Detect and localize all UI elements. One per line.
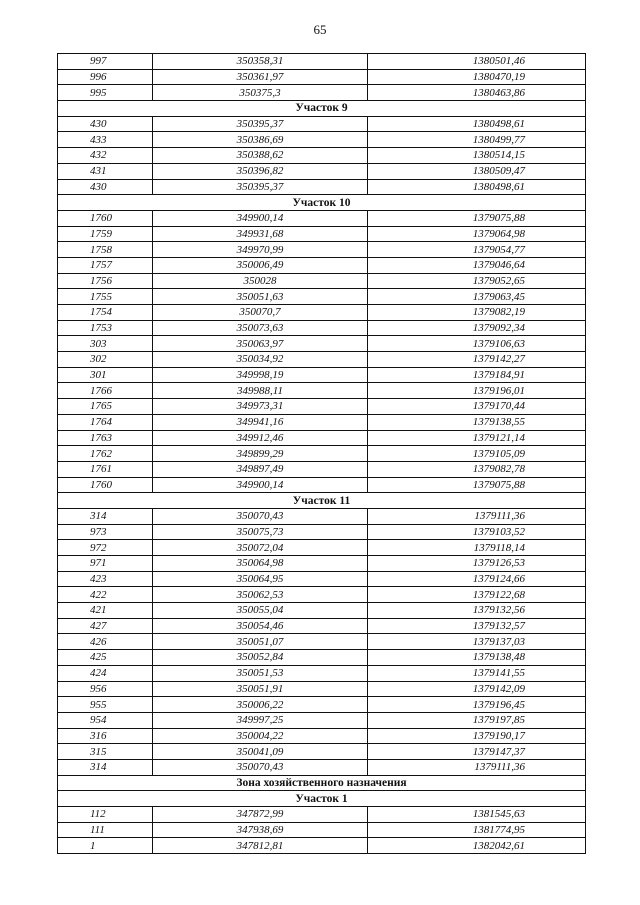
point-number-cell: 432 (58, 148, 153, 164)
x-coordinate-cell: 350358,31 (153, 54, 368, 70)
point-number-cell: 1756 (58, 273, 153, 289)
x-coordinate-cell: 349899,29 (153, 446, 368, 462)
x-coordinate-cell: 350041,09 (153, 744, 368, 760)
x-coordinate-cell: 350051,53 (153, 665, 368, 681)
point-number-cell: 1758 (58, 242, 153, 258)
point-number-cell: 314 (58, 508, 153, 524)
y-coordinate-cell: 1379124,66 (368, 571, 586, 587)
point-number-cell: 1765 (58, 399, 153, 415)
y-coordinate-cell: 1380514,15 (368, 148, 586, 164)
x-coordinate-cell: 349931,68 (153, 226, 368, 242)
y-coordinate-cell: 1379141,55 (368, 665, 586, 681)
y-coordinate-cell: 1379121,14 (368, 430, 586, 446)
table-row (58, 336, 586, 352)
section-header-row (58, 195, 586, 211)
table-row (58, 210, 586, 226)
y-coordinate-cell: 1380498,61 (368, 179, 586, 195)
point-number-cell: 1763 (58, 430, 153, 446)
table-row (58, 540, 586, 556)
x-coordinate-cell: 347872,99 (153, 807, 368, 823)
point-number-cell: 430 (58, 179, 153, 195)
point-number-cell: 111 (58, 822, 153, 838)
y-coordinate-cell: 1379064,98 (368, 226, 586, 242)
y-coordinate-cell: 1379138,55 (368, 414, 586, 430)
table-row (58, 352, 586, 368)
point-number-cell: 956 (58, 681, 153, 697)
table-row (58, 257, 586, 273)
x-coordinate-cell: 349912,46 (153, 430, 368, 446)
y-coordinate-cell: 1382042,61 (368, 838, 586, 854)
y-coordinate-cell: 1379075,88 (368, 210, 586, 226)
table-row (58, 524, 586, 540)
point-number-cell: 1761 (58, 461, 153, 477)
y-coordinate-cell: 1379118,14 (368, 540, 586, 556)
table-row (58, 461, 586, 477)
y-coordinate-cell: 1379105,09 (368, 446, 586, 462)
point-number-cell: 303 (58, 336, 153, 352)
y-coordinate-cell: 1380509,47 (368, 163, 586, 179)
point-number-cell: 423 (58, 571, 153, 587)
section-header-row (58, 775, 586, 791)
point-number-cell: 1753 (58, 320, 153, 336)
y-coordinate-cell: 1379111,36 (368, 508, 586, 524)
y-coordinate-cell: 1379184,91 (368, 367, 586, 383)
y-coordinate-cell: 1379138,48 (368, 650, 586, 666)
y-coordinate-cell: 1379082,78 (368, 461, 586, 477)
point-number-cell: 1755 (58, 289, 153, 305)
y-coordinate-cell: 1379046,64 (368, 257, 586, 273)
x-coordinate-cell: 349973,31 (153, 399, 368, 415)
y-coordinate-cell: 1379103,52 (368, 524, 586, 540)
point-number-cell: 1762 (58, 446, 153, 462)
y-coordinate-cell: 1379196,45 (368, 697, 586, 713)
point-number-cell: 433 (58, 132, 153, 148)
y-coordinate-cell: 1381545,63 (368, 807, 586, 823)
section-title: Зона хозяйственного назначения (58, 775, 586, 791)
point-number-cell: 112 (58, 807, 153, 823)
table-row (58, 697, 586, 713)
point-number-cell: 1760 (58, 210, 153, 226)
table-row (58, 807, 586, 823)
x-coordinate-cell: 350396,82 (153, 163, 368, 179)
x-coordinate-cell: 349941,16 (153, 414, 368, 430)
section-title: Участок 11 (58, 493, 586, 509)
y-coordinate-cell: 1379122,68 (368, 587, 586, 603)
section-title: Участок 10 (58, 195, 586, 211)
point-number-cell: 426 (58, 634, 153, 650)
point-number-cell: 1766 (58, 383, 153, 399)
table-row (58, 69, 586, 85)
point-number-cell: 1764 (58, 414, 153, 430)
table-row (58, 148, 586, 164)
y-coordinate-cell: 1379106,63 (368, 336, 586, 352)
point-number-cell: 1754 (58, 305, 153, 321)
table-row (58, 744, 586, 760)
y-coordinate-cell: 1380499,77 (368, 132, 586, 148)
table-row (58, 446, 586, 462)
x-coordinate-cell: 350054,46 (153, 618, 368, 634)
table-row (58, 383, 586, 399)
table-row (58, 477, 586, 493)
point-number-cell: 1759 (58, 226, 153, 242)
x-coordinate-cell: 350051,91 (153, 681, 368, 697)
y-coordinate-cell: 1380470,19 (368, 69, 586, 85)
table-row (58, 430, 586, 446)
table-row (58, 54, 586, 70)
point-number-cell: 954 (58, 712, 153, 728)
x-coordinate-cell: 350051,63 (153, 289, 368, 305)
table-row (58, 242, 586, 258)
x-coordinate-cell: 350028 (153, 273, 368, 289)
point-number-cell: 421 (58, 603, 153, 619)
y-coordinate-cell: 1379147,37 (368, 744, 586, 760)
table-row (58, 587, 586, 603)
x-coordinate-cell: 350075,73 (153, 524, 368, 540)
x-coordinate-cell: 350386,69 (153, 132, 368, 148)
x-coordinate-cell: 350070,43 (153, 759, 368, 775)
y-coordinate-cell: 1381774,95 (368, 822, 586, 838)
y-coordinate-cell: 1380463,86 (368, 85, 586, 101)
point-number-cell: 316 (58, 728, 153, 744)
table-row (58, 320, 586, 336)
x-coordinate-cell: 349998,19 (153, 367, 368, 383)
x-coordinate-cell: 350064,98 (153, 556, 368, 572)
table-row (58, 618, 586, 634)
y-coordinate-cell: 1379170,44 (368, 399, 586, 415)
point-number-cell: 424 (58, 665, 153, 681)
x-coordinate-cell: 350070,43 (153, 508, 368, 524)
table-row (58, 273, 586, 289)
table-row (58, 508, 586, 524)
y-coordinate-cell: 1379142,27 (368, 352, 586, 368)
y-coordinate-cell: 1379111,36 (368, 759, 586, 775)
point-number-cell: 422 (58, 587, 153, 603)
table-row (58, 116, 586, 132)
coordinates-table-body (58, 54, 586, 854)
x-coordinate-cell: 350072,04 (153, 540, 368, 556)
point-number-cell: 1760 (58, 477, 153, 493)
y-coordinate-cell: 1379082,19 (368, 305, 586, 321)
x-coordinate-cell: 350034,92 (153, 352, 368, 368)
x-coordinate-cell: 347938,69 (153, 822, 368, 838)
table-row (58, 163, 586, 179)
x-coordinate-cell: 350064,95 (153, 571, 368, 587)
point-number-cell: 972 (58, 540, 153, 556)
y-coordinate-cell: 1379196,01 (368, 383, 586, 399)
y-coordinate-cell: 1379052,65 (368, 273, 586, 289)
table-row (58, 681, 586, 697)
table-row (58, 759, 586, 775)
point-number-cell: 302 (58, 352, 153, 368)
point-number-cell: 973 (58, 524, 153, 540)
x-coordinate-cell: 350375,3 (153, 85, 368, 101)
table-row (58, 289, 586, 305)
y-coordinate-cell: 1379092,34 (368, 320, 586, 336)
table-row (58, 712, 586, 728)
table-row (58, 650, 586, 666)
point-number-cell: 995 (58, 85, 153, 101)
point-number-cell: 315 (58, 744, 153, 760)
y-coordinate-cell: 1379137,03 (368, 634, 586, 650)
point-number-cell: 997 (58, 54, 153, 70)
x-coordinate-cell: 350006,22 (153, 697, 368, 713)
section-title: Участок 1 (58, 791, 586, 807)
x-coordinate-cell: 350388,62 (153, 148, 368, 164)
point-number-cell: 955 (58, 697, 153, 713)
y-coordinate-cell: 1379132,57 (368, 618, 586, 634)
x-coordinate-cell: 350395,37 (153, 179, 368, 195)
section-title: Участок 9 (58, 101, 586, 117)
point-number-cell: 1757 (58, 257, 153, 273)
x-coordinate-cell: 350006,49 (153, 257, 368, 273)
page-number: 65 (313, 22, 327, 37)
table-row (58, 367, 586, 383)
point-number-cell: 430 (58, 116, 153, 132)
section-header-row (58, 493, 586, 509)
y-coordinate-cell: 1379075,88 (368, 477, 586, 493)
x-coordinate-cell: 350395,37 (153, 116, 368, 132)
x-coordinate-cell: 349988,11 (153, 383, 368, 399)
point-number-cell: 431 (58, 163, 153, 179)
x-coordinate-cell: 350052,84 (153, 650, 368, 666)
table-row (58, 414, 586, 430)
point-number-cell: 996 (58, 69, 153, 85)
x-coordinate-cell: 350063,97 (153, 336, 368, 352)
point-number-cell: 314 (58, 759, 153, 775)
table-row (58, 179, 586, 195)
y-coordinate-cell: 1379054,77 (368, 242, 586, 258)
x-coordinate-cell: 349997,25 (153, 712, 368, 728)
coordinates-table (57, 53, 586, 854)
y-coordinate-cell: 1379142,09 (368, 681, 586, 697)
x-coordinate-cell: 350073,63 (153, 320, 368, 336)
y-coordinate-cell: 1379132,56 (368, 603, 586, 619)
point-number-cell: 1 (58, 838, 153, 854)
y-coordinate-cell: 1380501,46 (368, 54, 586, 70)
table-row (58, 634, 586, 650)
table-row (58, 85, 586, 101)
table-row (58, 571, 586, 587)
table-row (58, 399, 586, 415)
y-coordinate-cell: 1380498,61 (368, 116, 586, 132)
table-row (58, 603, 586, 619)
y-coordinate-cell: 1379126,53 (368, 556, 586, 572)
table-row (58, 838, 586, 854)
x-coordinate-cell: 350051,07 (153, 634, 368, 650)
y-coordinate-cell: 1379197,85 (368, 712, 586, 728)
section-header-row (58, 791, 586, 807)
table-row (58, 226, 586, 242)
table-row (58, 822, 586, 838)
y-coordinate-cell: 1379063,45 (368, 289, 586, 305)
point-number-cell: 971 (58, 556, 153, 572)
table-row (58, 305, 586, 321)
x-coordinate-cell: 349897,49 (153, 461, 368, 477)
x-coordinate-cell: 350070,7 (153, 305, 368, 321)
table-row (58, 665, 586, 681)
table-row (58, 132, 586, 148)
x-coordinate-cell: 350062,53 (153, 587, 368, 603)
x-coordinate-cell: 350361,97 (153, 69, 368, 85)
x-coordinate-cell: 349900,14 (153, 477, 368, 493)
x-coordinate-cell: 347812,81 (153, 838, 368, 854)
point-number-cell: 427 (58, 618, 153, 634)
x-coordinate-cell: 350004,22 (153, 728, 368, 744)
table-row (58, 556, 586, 572)
y-coordinate-cell: 1379190,17 (368, 728, 586, 744)
table-row (58, 728, 586, 744)
x-coordinate-cell: 350055,04 (153, 603, 368, 619)
x-coordinate-cell: 349970,99 (153, 242, 368, 258)
point-number-cell: 425 (58, 650, 153, 666)
x-coordinate-cell: 349900,14 (153, 210, 368, 226)
section-header-row (58, 101, 586, 117)
point-number-cell: 301 (58, 367, 153, 383)
